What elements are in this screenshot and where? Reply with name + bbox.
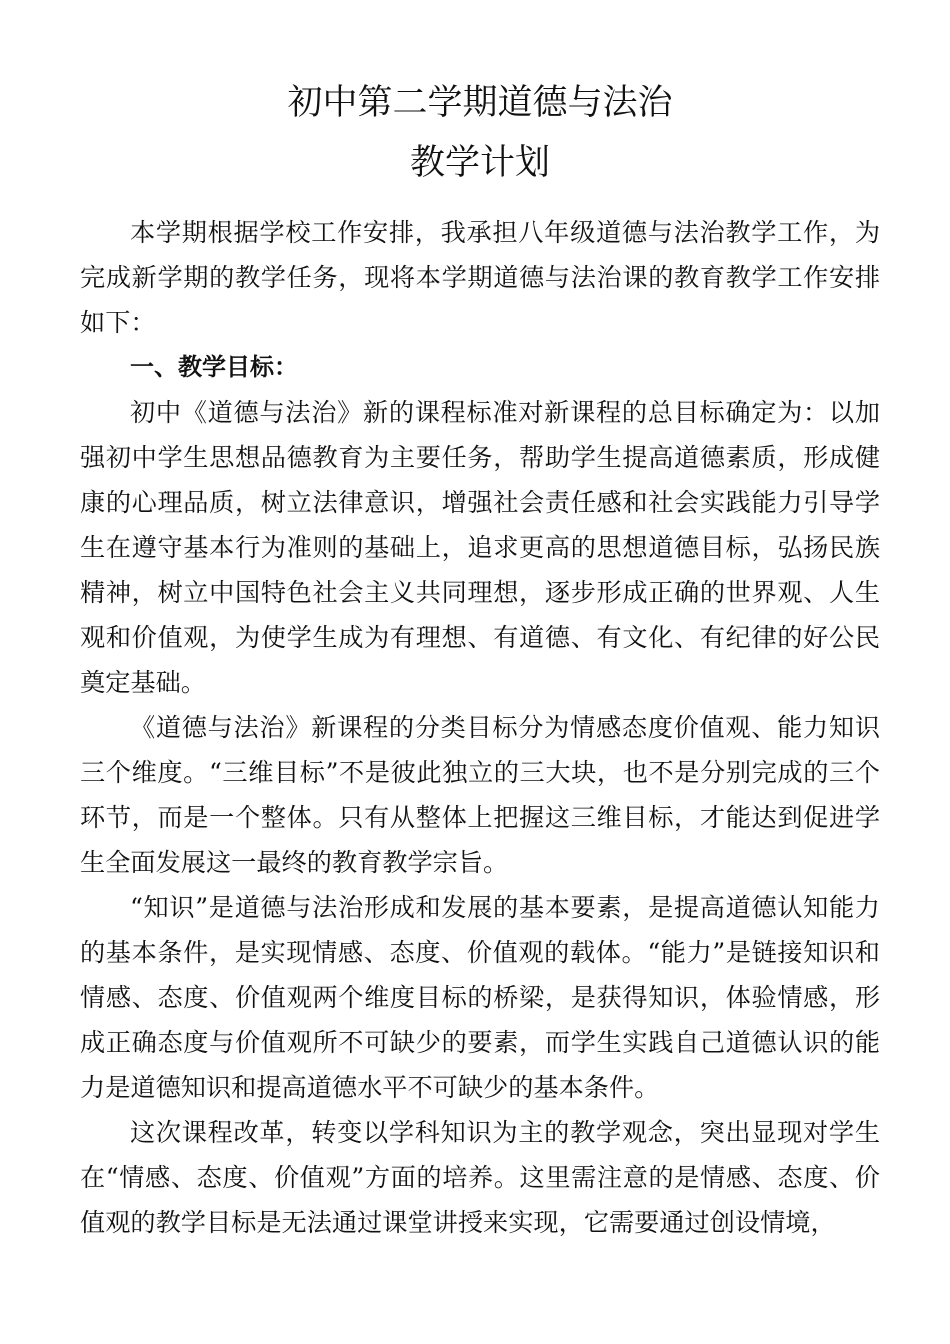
intro-paragraph: 本学期根据学校工作安排，我承担八年级道德与法治教学工作，为完成新学期的教学任务，现将本学期道德与法治课的教育教学工作安排如下：	[80, 218, 880, 337]
body-paragraph: 这次课程改革，转变以学科知识为主的教学观念，突出显现对学生在“情感、态度、价值观”方面的培养。这里需注意的是情感、态度、价值观的教学目标是无法通过课堂讲授来实现，它需要通过创设情境，	[80, 1118, 880, 1237]
section-heading-teaching-goals: 一、教学目标：	[130, 353, 298, 381]
body-paragraph: “知识”是道德与法治形成和发展的基本要素，是提高道德认知能力的基本条件，是实现情感、态度、价值观的载体。“能力”是链接知识和情感、态度、价值观两个维度目标的桥梁，是获得知识，体验情感，形成正确态度与价值观所不可缺少的要素，而学生实践自己道德认识的能力是道德知识和提高道德水平不可缺少的基本条件。	[80, 893, 880, 1102]
document-title-line-2: 教学计划	[409, 143, 550, 183]
body-paragraph: 初中《道德与法治》新的课程标准对新课程的总目标确定为：以加强初中学生思想品德教育为主要任务，帮助学生提高道德素质，形成健康的心理品质，树立法律意识，增强社会责任感和社会实践能力引导学生在遵守基本行为准则的基础上，追求更高的思想道德目标，弘扬民族精神，树立中国特色社会主义共同理想，逐步形成正确的世界观、人生观和价值观，为使学生成为有理想、有道德、有文化、有纪律的好公民奠定基础。	[80, 398, 880, 697]
body-paragraph: 《道德与法治》新课程的分类目标分为情感态度价值观、能力知识三个维度。“三维目标”不是彼此独立的三大块，也不是分别完成的三个环节，而是一个整体。只有从整体上把握这三维目标，才能达到促进学生全面发展这一最终的教育教学宗旨。	[80, 713, 880, 877]
document-title-line-1: 初中第二学期道德与法治	[287, 83, 673, 123]
